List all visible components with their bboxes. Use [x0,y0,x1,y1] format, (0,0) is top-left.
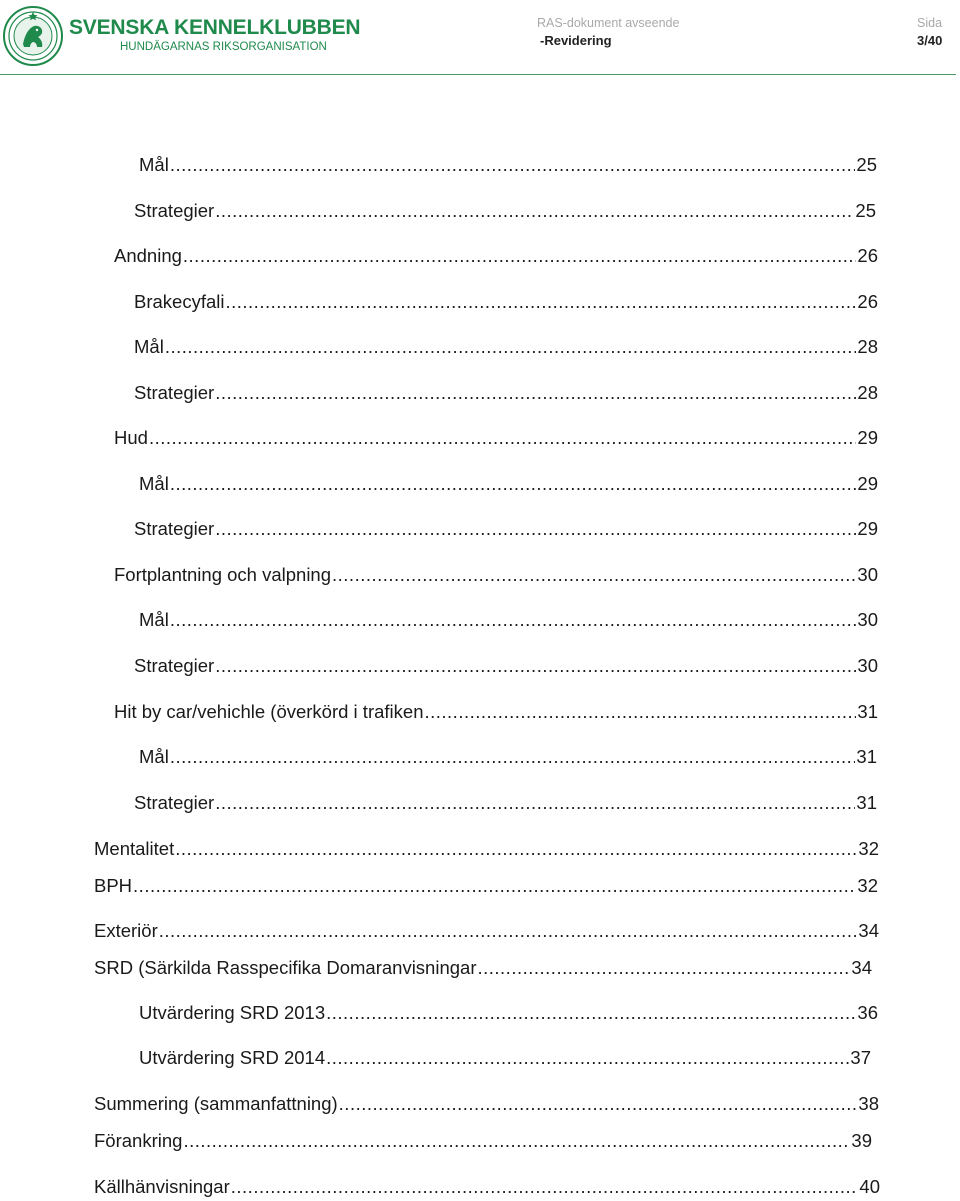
toc-entry-title: Strategier [134,518,215,539]
toc-dot-leader [170,745,856,769]
toc-entry-page: 30 [857,564,878,585]
toc-dot-leader [215,199,854,223]
toc-entry-page: 38 [858,1093,879,1114]
toc-entry-title: Källhänvisningar [94,1176,230,1197]
toc-entry-page: 29 [857,518,878,539]
toc-entry-title: BPH [94,875,133,896]
toc-dot-leader [231,1175,859,1199]
toc-entry[interactable] [94,956,872,980]
page-label: Sida [917,16,943,30]
toc-entry-page: 31 [856,792,877,813]
toc-entry-title: Mål [139,746,169,767]
toc-dot-leader [133,874,856,898]
toc-entry-title: Exteriör [94,920,158,941]
toc-entry-page: 29 [857,427,878,448]
toc-entry[interactable] [94,837,879,861]
toc-entry-page: 25 [856,154,877,175]
toc-entry[interactable] [134,290,878,314]
toc-dot-leader [215,517,856,541]
toc-entry[interactable] [139,153,877,177]
toc-entry[interactable] [134,335,878,359]
toc-entry-title: Strategier [134,655,215,676]
toc-entry[interactable] [94,874,878,898]
brand-name: SVENSKA KENNELKLUBBEN [69,16,361,39]
toc-dot-leader [326,1046,849,1070]
toc-entry-page: 31 [856,746,877,767]
toc-dot-leader [170,153,856,177]
toc-entry-title: Mål [139,609,169,630]
toc-entry[interactable] [114,244,878,268]
toc-dot-leader [339,1092,858,1116]
toc-dot-leader [170,608,857,632]
page-number: 3/40 [917,33,943,48]
toc-entry[interactable] [134,791,877,815]
toc-entry-page: 25 [855,200,876,221]
document-subtitle: -Revidering [540,33,612,48]
toc-entry-title: Fortplantning och valpning [114,564,332,585]
toc-entry[interactable] [134,199,876,223]
toc-entry-title: Mål [139,473,169,494]
toc-dot-leader [175,837,857,861]
toc-entry-title: Mål [139,154,169,175]
brand-subtitle: HUNDÄGARNAS RIKSORGANISATION [120,41,327,53]
toc-entry[interactable] [114,700,878,724]
toc-entry[interactable] [134,654,878,678]
toc-entry-title: Strategier [134,200,215,221]
toc-dot-leader [326,1001,856,1025]
toc-entry[interactable] [139,1001,878,1025]
toc-dot-leader [159,919,858,943]
toc-entry-page: 34 [851,957,872,978]
toc-dot-leader [215,381,856,405]
toc-entry[interactable] [94,1129,872,1153]
toc-entry-page: 31 [857,701,878,722]
toc-entry-title: Mentalitet [94,838,175,859]
toc-entry[interactable] [94,1175,880,1199]
toc-dot-leader [332,563,856,587]
toc-entry-page: 32 [858,838,879,859]
toc-entry-page: 29 [857,473,878,494]
toc-dot-leader [170,472,857,496]
toc-entry[interactable] [114,426,878,450]
toc-entry-page: 40 [859,1176,880,1197]
toc-entry[interactable] [139,1046,871,1070]
toc-entry-page: 30 [857,609,878,630]
toc-entry-title: Summering (sammanfattning) [94,1093,338,1114]
toc-entry-page: 36 [857,1002,878,1023]
toc-dot-leader [149,426,856,450]
kennel-club-seal-icon [3,6,63,66]
toc-dot-leader [183,1129,850,1153]
toc-entry[interactable] [134,381,878,405]
toc-entry[interactable] [139,608,878,632]
toc-entry[interactable] [94,919,879,943]
toc-entry-title: Andning [114,245,182,266]
toc-dot-leader [165,335,857,359]
toc-entry-title: Förankring [94,1130,183,1151]
toc-dot-leader [225,290,856,314]
toc-entry-page: 37 [850,1047,871,1068]
toc-entry[interactable] [139,472,878,496]
toc-entry-page: 34 [858,920,879,941]
toc-entry[interactable] [139,745,877,769]
header-divider [0,74,956,75]
toc-entry-title: Utvärdering SRD 2014 [139,1047,326,1068]
toc-dot-leader [424,700,856,724]
toc-entry-page: 28 [857,382,878,403]
page-header [0,0,960,76]
toc-dot-leader [477,956,850,980]
toc-entry-title: Strategier [134,382,215,403]
toc-entry[interactable] [94,1092,879,1116]
toc-dot-leader [215,791,855,815]
document-type: RAS-dokument avseende [537,16,680,30]
toc-entry-title: Hud [114,427,148,448]
toc-entry-title: SRD (Särkilda Rasspecifika Domaranvisningar [94,957,477,978]
toc-dot-leader [215,654,856,678]
toc-entry-title: Brakecyfali [134,291,225,312]
toc-entry-page: 28 [857,336,878,357]
toc-entry-title: Strategier [134,792,215,813]
toc-entry-page: 39 [851,1130,872,1151]
toc-entry[interactable] [134,517,878,541]
toc-entry-title: Mål [134,336,164,357]
toc-entry-page: 26 [857,245,878,266]
toc-entry-page: 30 [857,655,878,676]
toc-entry-title: Hit by car/vehichle (överkörd i trafiken [114,701,424,722]
toc-dot-leader [183,244,857,268]
toc-entry-page: 32 [857,875,878,896]
toc-entry-title: Utvärdering SRD 2013 [139,1002,326,1023]
toc-entry-page: 26 [857,291,878,312]
toc-entry[interactable] [114,563,878,587]
